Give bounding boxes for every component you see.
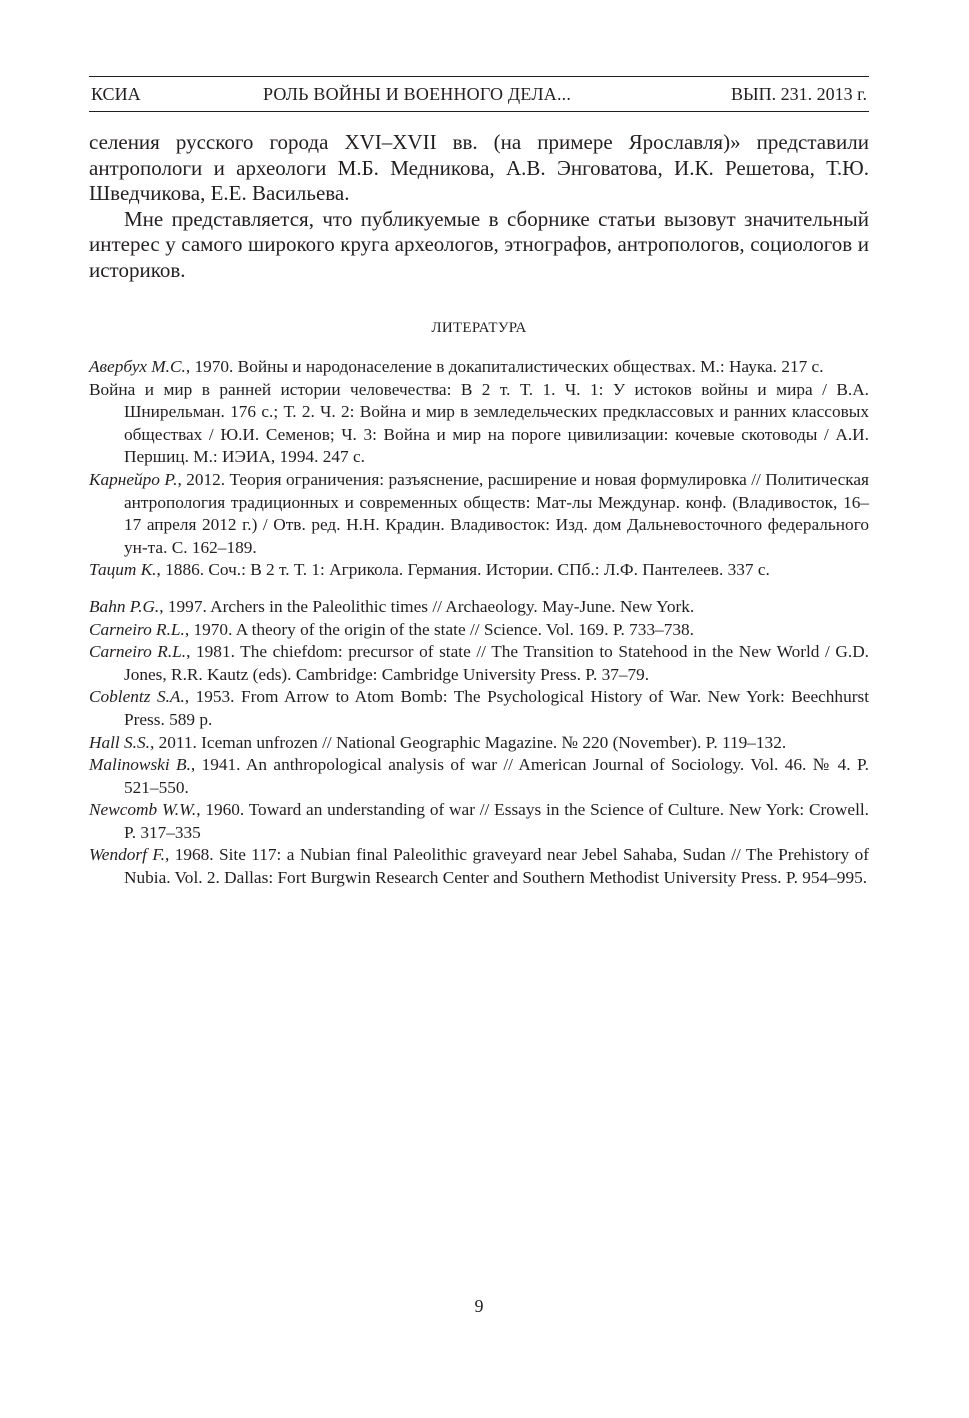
body-text bbox=[89, 130, 869, 283]
reference-item bbox=[89, 799, 869, 844]
reference-item bbox=[89, 559, 869, 582]
reference-author: Coblentz S.A. bbox=[89, 687, 185, 707]
reference-text: , 2011. Iceman unfrozen // National Geographic Magazine. № 220 (November). P. 119–132. bbox=[149, 732, 787, 752]
reference-author: Карнейро Р. bbox=[89, 469, 178, 489]
reference-text: , 1997. Archers in the Paleolithic times // Archaeology. May-June. New York. bbox=[159, 596, 695, 616]
reference-text: , 1981. The chiefdom: precursor of state // The Transition to Statehood in the New World / G.D. Jones, R.R. Kautz (eds). Cambridge: Cambridge University Press. P. 37–79. bbox=[124, 642, 869, 684]
reference-text: Война и мир в ранней истории человечества: В 2 т. Т. 1. Ч. 1: У истоков войны и мира / В.А. Шнирельман. 176 с.; Т. 2. Ч. 2: Война и мир в земледельческих предклассовых и ранних классовых обществах / Ю.И. Семенов; Ч. 3: Война и мир на пороге цивилизации: кочевые скотоводы / А.И. Першиц. М.: ИЭИА, 1994. 247 с. bbox=[89, 379, 869, 467]
reference-item bbox=[89, 754, 869, 799]
section-gap bbox=[89, 582, 869, 596]
reference-item bbox=[89, 844, 869, 889]
reference-author: Wendorf F. bbox=[89, 845, 165, 865]
issue-info: ВЫП. 231. 2013 г. bbox=[730, 84, 867, 104]
reference-author: Авербух М.С. bbox=[89, 357, 186, 376]
reference-text: , 2012. Теория ограничения: разъяснение, расширение и новая формулировка // Политическая антропология традиционных и современных обществ: Мат-лы Междунар. конф. (Владивосток, 16–17 апреля 2012 г.) / Отв. ред. Н.Н. Крадин. Владивосток: Изд. дом Дальневосточного федерального ун-та. С. 162–189. bbox=[124, 469, 869, 557]
running-header bbox=[89, 76, 869, 112]
reference-item bbox=[89, 732, 869, 755]
reference-item bbox=[89, 356, 869, 379]
reference-item bbox=[89, 469, 869, 559]
reference-author: Carneiro R.L. bbox=[89, 619, 185, 639]
reference-text: , 1970. A theory of the origin of the state // Science. Vol. 169. P. 733–738. bbox=[184, 619, 694, 639]
reference-text: , 1886. Соч.: В 2 т. Т. 1: Агрикола. Германия. Истории. СПб.: Л.Ф. Пантелеев. 337 с. bbox=[156, 560, 770, 580]
paragraph: селения русского города XVI–XVII вв. (на примере Ярославля)» представили антропологи и археологи М.Б. Медникова, А.В. Энговатова, И.К. Решетова, Т.Ю. Шведчикова, Е.Е. Васильева. bbox=[89, 130, 869, 205]
journal-abbrev: КСИА bbox=[91, 84, 141, 104]
running-title: РОЛЬ ВОЙНЫ И ВОЕННОГО ДЕЛА... bbox=[263, 84, 572, 104]
reference-list bbox=[89, 356, 869, 890]
reference-item bbox=[89, 596, 869, 619]
literature-heading: ЛИТЕРАТУРА bbox=[431, 320, 527, 336]
reference-text: , 1970. Войны и народонаселение в докапиталистических обществах. М.: Наука. 217 с. bbox=[185, 357, 824, 376]
reference-author: Bahn P.G. bbox=[89, 596, 160, 616]
paragraph: Мне представляется, что публикуемые в сборнике статьи вызовут значительный интерес у самого широкого круга археологов, этнографов, антропологов, социологов и историков. bbox=[89, 206, 869, 282]
reference-author: Hall S.S. bbox=[89, 732, 150, 752]
reference-text: , 1968. Site 117: a Nubian final Paleolithic graveyard near Jebel Sahaba, Sudan // The Prehistory of Nubia. Vol. 2. Dallas: Fort Burgwin Research Center and Southern Methodist University Press. P. 954–995. bbox=[124, 845, 869, 888]
reference-author: Newcomb W.W. bbox=[89, 800, 197, 820]
reference-text: , 1953. From Arrow to Atom Bomb: The Psychological History of War. New York: Beechhurst Press. 589 p. bbox=[124, 687, 869, 729]
reference-item bbox=[89, 379, 869, 469]
reference-author: Тацит К. bbox=[89, 560, 157, 580]
page-number: 9 bbox=[474, 1296, 484, 1316]
reference-item bbox=[89, 641, 869, 686]
reference-author: Malinowski B. bbox=[89, 755, 191, 775]
reference-author: Carneiro R.L. bbox=[89, 642, 187, 662]
reference-text: , 1960. Toward an understanding of war // Essays in the Science of Culture. New York: Crowell. P. 317–335 bbox=[124, 800, 870, 842]
reference-text: , 1941. An anthropological analysis of war // American Journal of Sociology. Vol. 46. № 4. P. 521–550. bbox=[124, 755, 869, 797]
reference-item bbox=[89, 619, 869, 642]
reference-item bbox=[89, 686, 869, 731]
